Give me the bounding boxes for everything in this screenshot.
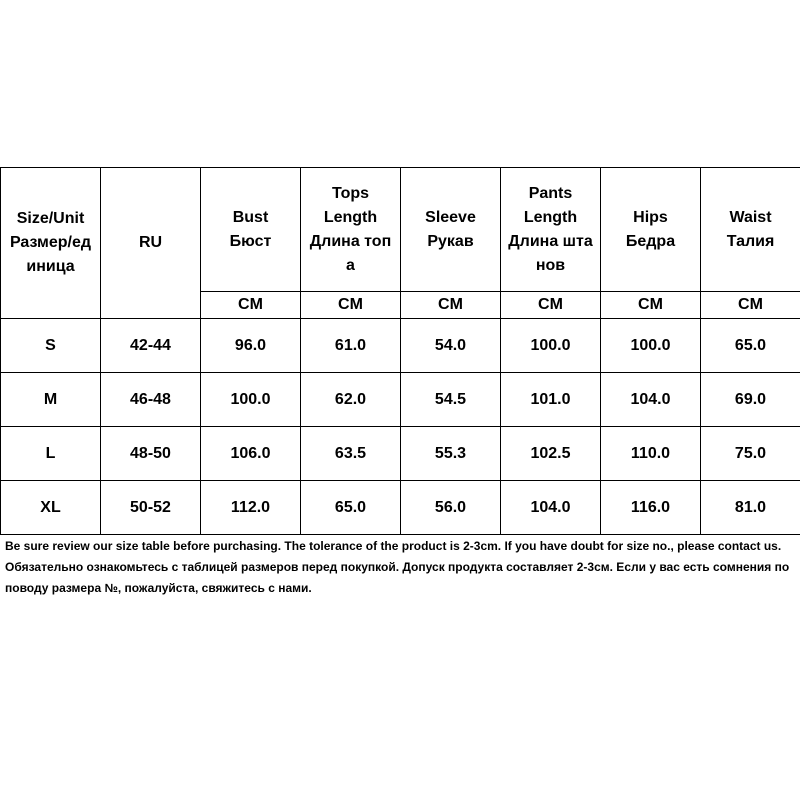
unit-cell: CM <box>501 292 601 319</box>
header-line: Waist <box>729 208 772 226</box>
size-cell: S <box>1 319 101 373</box>
header-line: а <box>346 256 355 274</box>
header-line: Tops <box>331 184 370 202</box>
ru-cell: 42-44 <box>101 319 201 373</box>
header-line: Bust <box>232 208 269 226</box>
tops-length-cell: 63.5 <box>301 427 401 481</box>
unit-cell: CM <box>701 292 800 319</box>
tops-length-cell: 65.0 <box>301 481 401 535</box>
sleeve-cell: 56.0 <box>401 481 501 535</box>
header-line: Length <box>523 208 578 226</box>
header-size-unit <box>1 168 101 319</box>
header-line: RU <box>138 234 163 251</box>
table-row <box>1 427 800 481</box>
hips-cell: 104.0 <box>601 373 701 427</box>
ru-cell: 50-52 <box>101 481 201 535</box>
bust-cell: 96.0 <box>201 319 301 373</box>
header-line: Длина топ <box>309 232 392 250</box>
header-bust <box>201 168 301 292</box>
waist-cell: 69.0 <box>701 373 800 427</box>
header-waist <box>701 168 800 292</box>
waist-cell: 65.0 <box>701 319 800 373</box>
header-line: Pants <box>528 184 573 202</box>
header-line: Рукав <box>427 232 474 250</box>
hips-cell: 116.0 <box>601 481 701 535</box>
waist-cell: 81.0 <box>701 481 800 535</box>
hips-cell: 110.0 <box>601 427 701 481</box>
pants-length-cell: 104.0 <box>501 481 601 535</box>
header-line: Size/Unit <box>16 210 85 227</box>
header-line: иница <box>26 258 75 275</box>
waist-cell: 75.0 <box>701 427 800 481</box>
size-chart-table <box>0 167 800 535</box>
header-line: нов <box>535 256 566 274</box>
pants-length-cell: 100.0 <box>501 319 601 373</box>
header-line: Hips <box>633 208 668 226</box>
header-line: Length <box>323 208 378 226</box>
header-line: Sleeve <box>425 208 476 226</box>
header-line: Талия <box>726 232 775 250</box>
tops-length-cell: 62.0 <box>301 373 401 427</box>
size-cell: M <box>1 373 101 427</box>
size-cell: XL <box>1 481 101 535</box>
tops-length-cell: 61.0 <box>301 319 401 373</box>
bust-cell: 106.0 <box>201 427 301 481</box>
hips-cell: 100.0 <box>601 319 701 373</box>
header-tops-length <box>301 168 401 292</box>
header-line: Длина шта <box>508 232 593 250</box>
table-row <box>1 319 800 373</box>
header-row <box>1 168 800 292</box>
note-russian: Обязательно ознакомьтесь с таблицей размеров перед покупкой. Допуск продукта составляет 2-3см. Если у вас есть сомнения по поводу размера №, пожалуйста, свяжитесь с нами. <box>5 560 790 595</box>
bust-cell: 112.0 <box>201 481 301 535</box>
header-ru <box>101 168 201 319</box>
sleeve-cell: 54.0 <box>401 319 501 373</box>
ru-cell: 46-48 <box>101 373 201 427</box>
unit-cell: CM <box>401 292 501 319</box>
unit-cell: CM <box>301 292 401 319</box>
header-pants-length <box>501 168 601 292</box>
size-cell: L <box>1 427 101 481</box>
table-row <box>1 373 800 427</box>
header-line: Бюст <box>229 232 272 250</box>
note-english: Be sure review our size table before purchasing. The tolerance of the product is 2-3cm. If you have doubt for size no., please contact us. <box>5 539 782 553</box>
bust-cell: 100.0 <box>201 373 301 427</box>
header-line: Размер/ед <box>9 234 92 251</box>
pants-length-cell: 102.5 <box>501 427 601 481</box>
unit-cell: CM <box>201 292 301 319</box>
sleeve-cell: 55.3 <box>401 427 501 481</box>
header-line: Бедра <box>625 232 676 250</box>
header-sleeve <box>401 168 501 292</box>
ru-cell: 48-50 <box>101 427 201 481</box>
header-hips <box>601 168 701 292</box>
sleeve-cell: 54.5 <box>401 373 501 427</box>
pants-length-cell: 101.0 <box>501 373 601 427</box>
table-row <box>1 481 800 535</box>
unit-cell: CM <box>601 292 701 319</box>
